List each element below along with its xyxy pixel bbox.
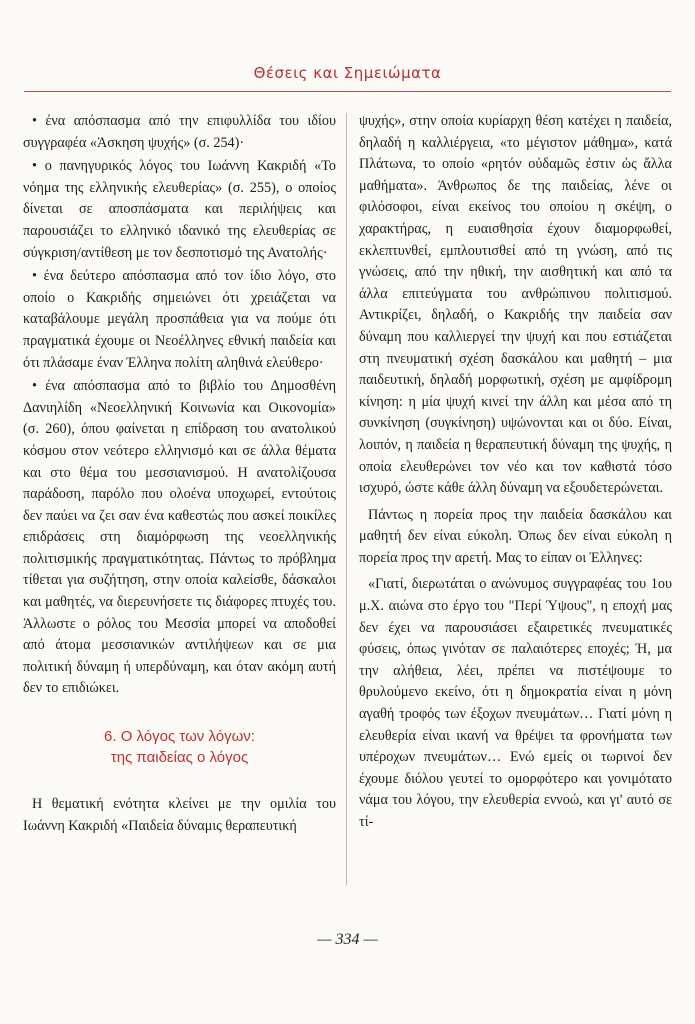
page-number: — 334 — (317, 931, 378, 948)
section-heading-line-2: της παιδείας ο λόγος (110, 749, 249, 767)
left-paragraph-3: • ένα δεύτερο απόσπασμα από τον ίδιο λόγο, στο οποίο ο Κακριδής σημειώνει ότι χρειάζεται να καταβάλουμε μεγάλη προσπάθεια για να πούμε ότι πραγματικά έχουμε οι Νεοέλληνες εθνική παιδεία και ότι πλάσαμε έναν Έλληνα πολίτη αληθινά ελεύθερο· (23, 268, 336, 371)
column-divider (346, 113, 347, 885)
running-header-title: Θέσεις και Σημειώματα (253, 64, 442, 82)
section-heading-line-1: 6. Ο λόγος των λόγων: (104, 728, 255, 746)
header-rule (24, 91, 671, 92)
left-paragraph-2: • ο πανηγυρικός λόγος του Ιωάννη Κακριδή «Το νόημα της ελληνικής ελευθερίας» (σ. 255), ο οποίος δίνεται σε αποσπάσματα και περιλήψεις και παρουσιάζει το ελληνικό ιδανικό της ελευθερίας σε σύγκριση/αντίθεση με τον δεσποτισμό της Ανατολής· (23, 158, 336, 261)
left-column (23, 111, 336, 839)
right-paragraph-2: Πάντως η πορεία προς την παιδεία δασκάλου και μαθητή δεν είναι εύκολη. Όπως δεν είναι εύκολη η πορεία προς την αρετή. Μας το είπαν οι Έλληνες: (359, 506, 672, 566)
left-paragraph-1: • ένα απόσπασμα από την επιφυλλίδα του ιδίου συγγραφέα «Άσκηση ψυχής» (σ. 254)· (23, 113, 336, 151)
right-paragraph-3: «Γιατί, διερωτάται ο ανώνυμος συγγραφέας του 1ου μ.Χ. αιώνα στο έργο του "Περί Ύψους", η εποχή μας δεν έχει να παρουσιάσει εξαιρετικές πνευματικές φύσεις, όπως γινόταν σε παλαιότερες εποχές; Ή, μα την αλήθεια, λέει, πρέπει να πιστέψουμε το θρυλούμενο εκείνο, ότι η δημοκρατία είναι η μόνη αγαθή τροφός των έξοχων πνευμάτων… Γιατί μόνη η ελευθερία είναι ικανή να θρέψει τα φρονήματα των υπέροχων πνευμάτων… Ενώ εμείς οι τωρινοί δεν έχουμε διόλου γευτεί το ομορφότερο και γονιμότατο νάμα του λόγου, την ελευθερία εννοώ, και γι' αυτό σε τί- (359, 576, 672, 830)
left-closing-paragraph: Η θεματική ενότητα κλείνει με την ομιλία του Ιωάννη Κακριδή «Παιδεία δύναμις θεραπευτική (23, 796, 336, 834)
running-header (0, 64, 695, 83)
section-heading (23, 726, 336, 768)
left-paragraph-4: • ένα απόσπασμα από το βιβλίο του Δημοσθένη Δανιηλίδη «Νεοελληνική Κοινωνία και Οικονομία» (σ. 260), όπου φαίνεται η επίδραση του ανατολικού κόσμου στον νεότερο ελληνισμό και σε άλλα θέματα και στο θέμα του μεσσιανισμού. Η ανατολίζουσα παράδοση, παρόλο που ολοένα υποχωρεί, εντούτοις δεν παύει να ζει σαν ένα καθεστώς που ασκεί ποικίλες επιδράσεις στη διαμόρφωση της νεοελληνικής πολιτισμικής πραγματικότητας. Πάντως το πρόβλημα τίθεται για συζήτηση, στην οποία καλείσθε, δάσκαλοι και μαθητές, να διερευνήσετε τις διάφορες πτυχές του. Άλλωστε ο ρόλος του Μεσσία μπορεί να αποδοθεί από άτομα μεσσιανικών αντιλήψεων και σε μια πολιτική δύναμη ή υπερδύναμη, και όταν ακόμη αυτή δεν το επιδιώκει. (23, 378, 336, 697)
right-column (359, 111, 672, 839)
right-paragraph-1: ψυχής», στην οποία κυρίαρχη θέση κατέχει η παιδεία, δηλαδή η καλλιέργεια, «το μέγιστον μάθημα», κατά Πλάτωνα, το οποίο «ρητόν οὐδαμῶς ἐστιν ὡς ἄλλα μαθήματα». Άνθρωπος δε της παιδείας, λένε οι φιλόσοφοι, είναι εκείνος του οποίου η σκέψη, ο χαρακτήρας, η ευαισθησία έχουν διαμορφωθεί, εκλεπτυνθεί, εμπλουτισθεί από τη γνώση, από τις γνώσεις, από την ηθική, την αισθητική και από τα άλλα επιτεύγματα του ανθρώπινου πολιτισμού. Αντικρίζει, δηλαδή, ο Κακριδής την παιδεία σαν δύναμη που καλλιεργεί την ψυχή και που εστιάζεται στη πνευματική σχέση δασκάλου και μαθητή – μια παιδευτική, δηλαδή μορφωτική, σχέση με αμφίδρομη κίνηση: η μία ψυχή κινεί την άλλη και μέσα από τη συνκίνηση (συγκίνηση) υψώνονται και οι δύο. Είναι, λοιπόν, η παιδεία η θεραπευτική δύναμη της ψυχής, η οποία ελευθερώνει τον νέο και τον καθιστά τόσο ισχυρό, ώστε κάθε άλλη δύναμη να εξουδετερώνεται. (359, 113, 672, 497)
